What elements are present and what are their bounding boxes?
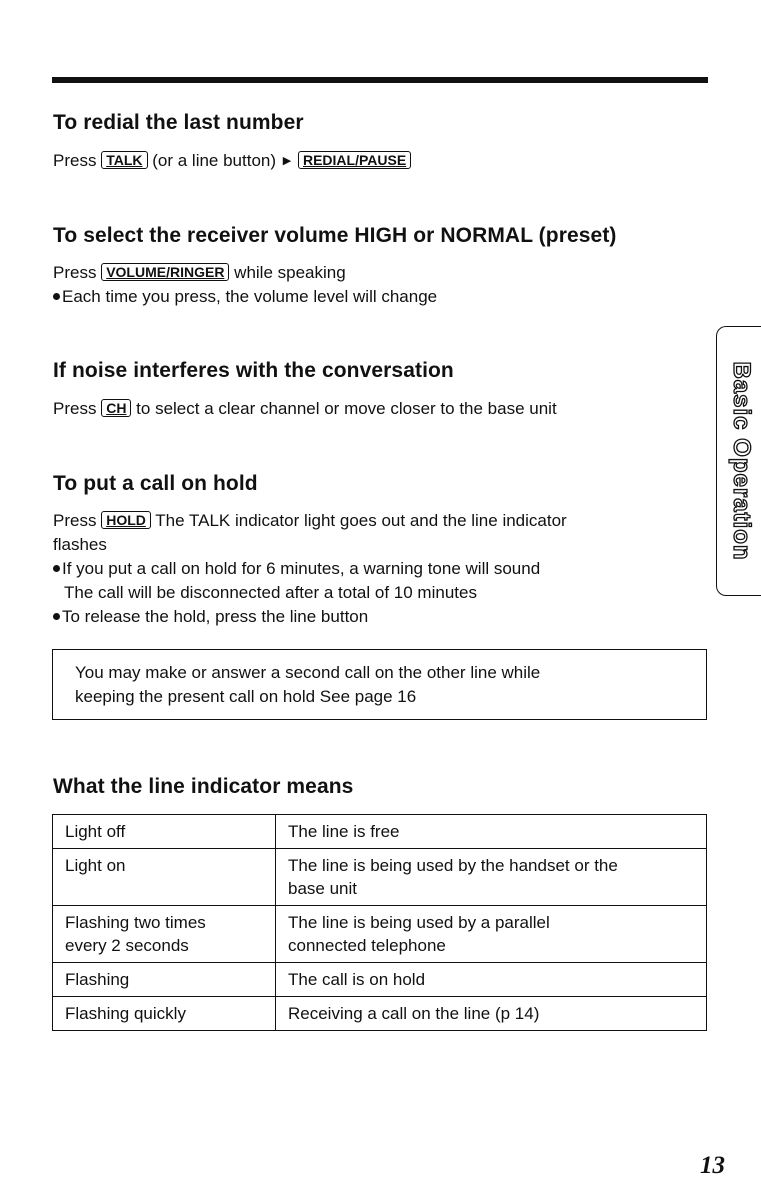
table-cell-state [53, 997, 276, 1031]
heading-hold: To put a call on hold [53, 472, 258, 495]
table-row [53, 906, 707, 963]
hold-key: HOLD [101, 511, 151, 529]
heading-noise: If noise interferes with the conversation [53, 359, 454, 382]
arrow-icon: ▶ [282, 155, 292, 167]
press-text: Press [53, 399, 97, 418]
press-text: Press [53, 511, 97, 530]
press-text: Press [53, 263, 97, 282]
table-cell-state [53, 963, 276, 997]
table-cell-state [53, 849, 276, 906]
cell-text: The line is free [288, 822, 400, 841]
hold-bullet-1 [53, 559, 540, 579]
page-number: 13 [700, 1152, 725, 1179]
table-row [53, 963, 707, 997]
hold-bullet-2-text: To release the hold, press the line button [62, 607, 369, 626]
table-row [53, 815, 707, 849]
table-cell-meaning [276, 963, 707, 997]
heading-volume: To select the receiver volume HIGH or NORMAL (preset) [53, 224, 617, 247]
heading-line-indicator: What the line indicator means [53, 775, 354, 798]
bullet-icon [53, 613, 60, 620]
volume-after-text: while speaking [234, 263, 346, 282]
press-text: Press [53, 151, 97, 170]
volume-ringer-key: VOLUME/RINGER [101, 263, 229, 281]
redial-pause-key: REDIAL/PAUSE [298, 151, 411, 169]
cell-text: The call is on hold [288, 970, 426, 989]
table-cell-meaning [276, 997, 707, 1031]
talk-key: TALK [101, 151, 147, 169]
cell-text: Flashing quickly [65, 1004, 186, 1023]
table-cell-state [53, 815, 276, 849]
cell-text: Flashing two times [65, 913, 206, 932]
cell-text: connected telephone [288, 936, 446, 955]
noise-instruction [53, 399, 557, 419]
hold-bullet-1-text: If you put a call on hold for 6 minutes, a warning tone will sound [62, 559, 541, 578]
table-cell-meaning [276, 815, 707, 849]
cell-text: Light off [65, 822, 126, 841]
hold-instruction [53, 511, 567, 531]
cell-text: every 2 seconds [65, 936, 189, 955]
line-indicator-table [52, 814, 707, 1031]
volume-bullet-text: Each time you press, the volume level will change [62, 287, 438, 306]
redial-middle-text: (or a line button) [152, 151, 277, 170]
redial-instruction [53, 151, 411, 171]
cell-text: Receiving a call on the line (p 14) [288, 1004, 540, 1023]
volume-bullet [53, 287, 437, 307]
top-rule [52, 77, 708, 83]
volume-instruction [53, 263, 346, 283]
note-line-1: You may make or answer a second call on the other line while [75, 663, 541, 682]
noise-after-text: to select a clear channel or move closer to the base unit [136, 399, 557, 418]
hold-bullet-2 [53, 607, 368, 627]
table-cell-state [53, 906, 276, 963]
bullet-icon [53, 565, 60, 572]
heading-redial: To redial the last number [53, 111, 304, 134]
cell-text: base unit [288, 879, 357, 898]
hold-bullet-1b: The call will be disconnected after a total of 10 minutes [64, 583, 477, 602]
note-line-2: keeping the present call on hold See page 16 [75, 687, 417, 706]
cell-text: The line is being used by a parallel [288, 913, 550, 932]
table-row [53, 849, 707, 906]
cell-text: Flashing [65, 970, 130, 989]
table-row [53, 997, 707, 1031]
cell-text: The line is being used by the handset or the [288, 856, 618, 875]
side-tab-label: Basic Operation [728, 361, 755, 561]
note-box [52, 649, 707, 720]
table-cell-meaning [276, 906, 707, 963]
ch-key: CH [101, 399, 131, 417]
side-tab-basic-operation [716, 326, 761, 596]
hold-after-text-2: flashes [53, 535, 107, 554]
table-cell-meaning [276, 849, 707, 906]
cell-text: Light on [65, 856, 126, 875]
bullet-icon [53, 293, 60, 300]
hold-after-text: The TALK indicator light goes out and the line indicator [155, 511, 567, 530]
